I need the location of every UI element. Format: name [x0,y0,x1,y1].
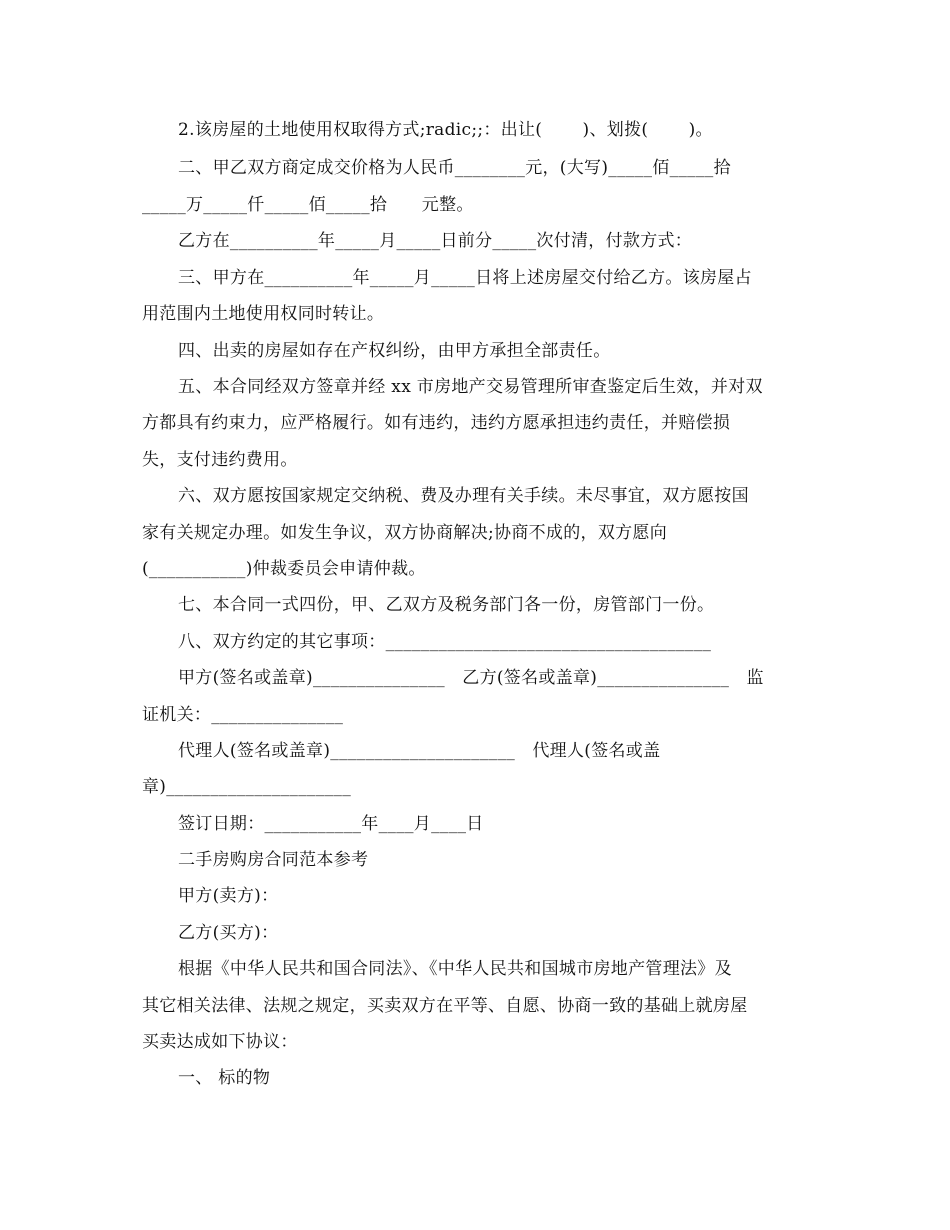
clause-3-delivery-cont: 用范围内土地使用权同时转让。 [142,304,385,324]
clause-land-use-right: 2.该房屋的土地使用权取得方式;radic;;：出让( )、划拨( )。 [178,120,713,140]
clause-5-effect-cont-2: 失，支付违约费用。 [142,450,298,470]
clause-7-copies: 七、本合同一式四份，甲、乙双方及税务部门各一份，房管部门一份。 [178,595,715,615]
signature-agents: 代理人(签名或盖章)_____________________ 代理人(签名或盖 [178,741,661,761]
clause-2-price-cont: _____万_____仟_____佰_____拾 元整。 [142,195,474,215]
clause-3-delivery: 三、甲方在__________年_____月_____日将上述房屋交付给乙方。该房屋占 [178,268,752,288]
clause-6-taxes-cont-1: 家有关规定办理。如发生争议，双方协商解决;协商不成的，双方愿向 [142,523,668,543]
clause-5-effect: 五、本合同经双方签章并经 xx 市房地产交易管理所审查鉴定后生效，并对双 [178,377,763,397]
clause-2-price: 二、甲乙双方商定成交价格为人民币________元，(大写)_____佰_____拾 [178,158,731,178]
section-title: 二手房购房合同范本参考 [178,850,369,870]
preamble: 根据《中华人民共和国合同法》、《中华人民共和国城市房地产管理法》及 [178,959,732,979]
preamble-cont-1: 其它相关法律、法规之规定，买卖双方在平等、自愿、协商一致的基础上就房屋 [142,996,748,1016]
subject-matter-heading: 一、 标的物 [178,1068,271,1088]
signature-supervisor: 证机关：_______________ [142,705,344,725]
payment-terms: 乙方在__________年_____月_____日前分_____次付清，付款方式： [178,231,693,251]
clause-8-other-matters: 八、双方约定的其它事项：_____________________________________ [178,632,712,652]
preamble-cont-2: 买卖达成如下协议： [142,1032,298,1052]
signing-date: 签订日期：___________年____月____日 [178,814,484,834]
clause-5-effect-cont-1: 方都具有约束力，应严格履行。如有违约，违约方愿承担违约责任，并赔偿损 [142,413,731,433]
clause-6-taxes: 六、双方愿按国家规定交纳税、费及办理有关手续。未尽事宜，双方愿按国 [178,486,749,506]
clause-6-taxes-cont-2: (___________)仲裁委员会申请仲裁。 [142,559,426,579]
signature-agents-cont: 章)_____________________ [142,777,352,797]
signature-parties: 甲方(签名或盖章)_______________ 乙方(签名或盖章)_______________ 监 [178,668,764,688]
party-b-buyer: 乙方(买方)： [178,923,279,943]
party-a-seller: 甲方(卖方)： [178,886,279,906]
clause-4-dispute: 四、出卖的房屋如存在产权纠纷，由甲方承担全部责任。 [178,341,611,361]
